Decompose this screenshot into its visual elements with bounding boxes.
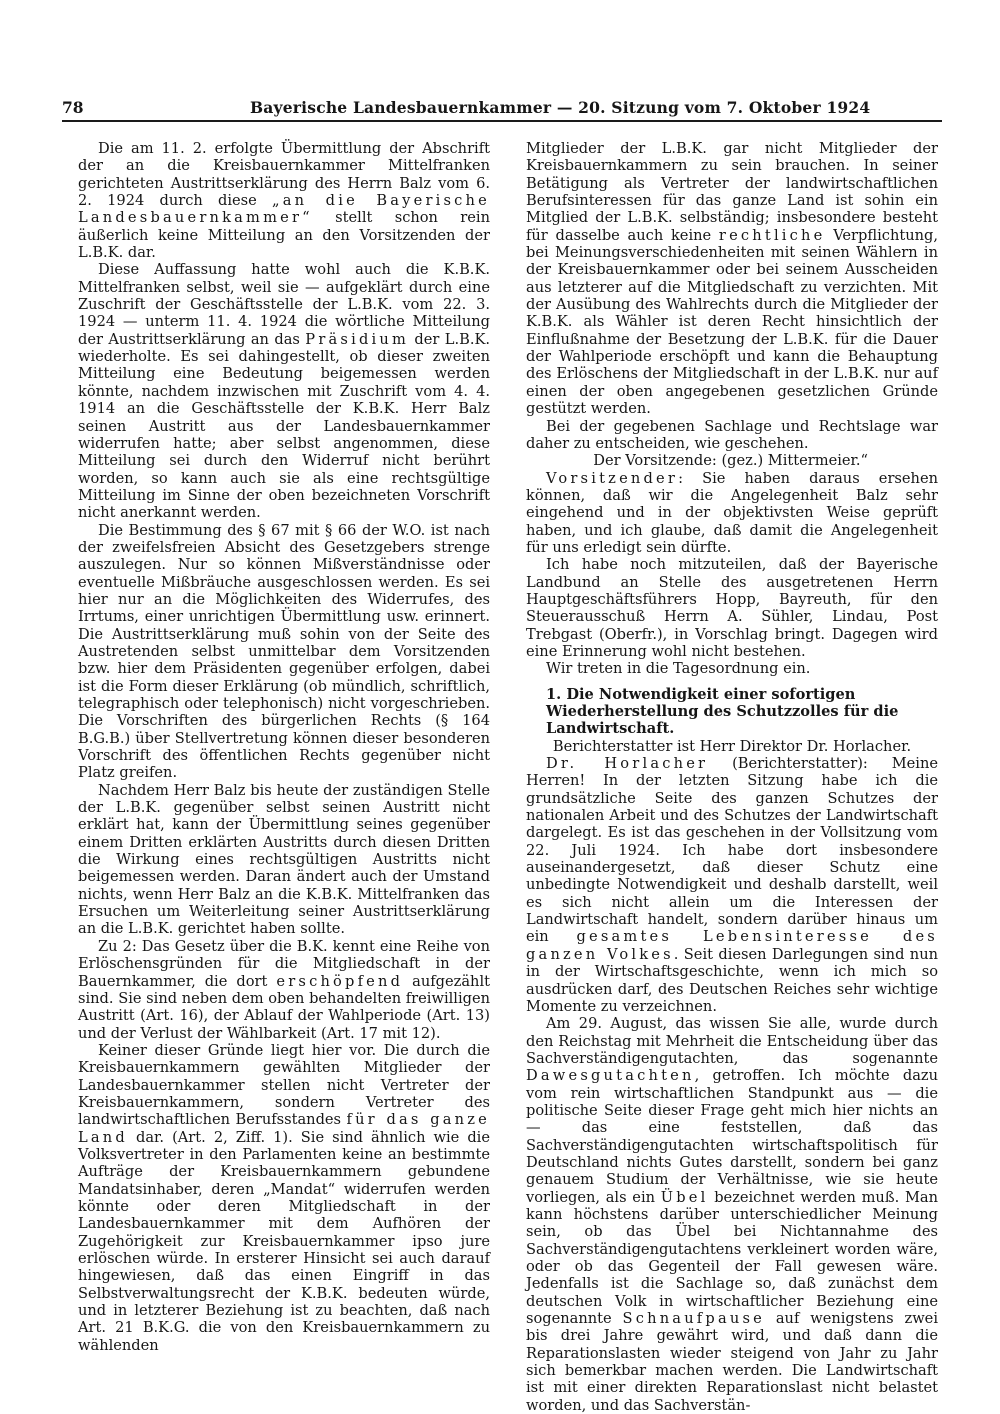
paragraph: Die am 11. 2. erfolgte Übermittlung der Abschrift der an die Kreisbauernkammer Mittelfranken gerichteten Austrittserklärung des Herrn Balz vom 6. 2. 1924 durch diese „an die Bayerische Landesbauernkammer“ stellt schon rein äußerlich keine Mitteilung an den Vorsitzenden der L.B.K. dar.	[78, 140, 490, 262]
paragraph: Bei der gegebenen Sachlage und Rechtslage war daher zu entscheiden, wie geschehen.	[526, 417, 938, 452]
running-title: Bayerische Landesbauernkammer — 20. Sitzung vom 7. Oktober 1924	[250, 98, 871, 117]
emphasis: Dawesgutachten	[526, 1067, 695, 1085]
rapporteur-line: Berichterstatter ist Herr Direktor Dr. Horlacher.	[552, 737, 912, 755]
right-column	[526, 140, 938, 1414]
page-header	[62, 96, 942, 122]
emphasis: rechtliche	[718, 226, 826, 244]
paragraph: Die Bestimmung des § 67 mit § 66 der W.O. ist nach der zweifelsfreien Absicht des Gesetzgebers strenge auszulegen. Nur so können Mißverständnisse oder eventuelle Mißbräuche ausgeschlossen werden. Es sei hier nur an die Möglichkeiten des Widerrufes, des Irrtums, einer unrichtigen Übermittlung usw. erinnert. Die Austrittserklärung muß sohin von der Seite des Austretenden selbst unmittelbar dem Vorsitzenden bzw. hier dem Präsidenten gegenüber erfolgen, dabei ist die Form dieser Erklärung (ob mündlich, schriftlich, telegraphisch oder telephonisch) nicht vorgeschrieben. Die Vorschriften des bürgerlichen Rechts (§ 164 B.G.B.) über Stellvertretung können dieser besonderen Vorschrift des öffentlichen Rechts gegenüber nicht Platz greifen.	[78, 521, 490, 782]
emphasis: gesamtes Lebensinteresse des ganzen Volkes	[526, 928, 938, 963]
paragraph: Keiner dieser Gründe liegt hier vor. Die durch die Kreisbauernkammern gewählten Mitglieder der Landesbauernkammer stellen nicht Vertreter der Kreisbauernkammern, sondern Vertreter des landwirtschaftlichen Berufsstandes für das ganze Land dar. (Art. 2, Ziff. 1). Sie sind ähnlich wie die Volksvertreter in den Parlamenten keine an bestimmte Aufträge der Kreisbauernkammern gebundene Mandatsinhaber, deren „Mandat“ widerrufen werden könnte oder deren Mitgliedschaft in der Landesbauernkammer mit dem Aufhören der Zugehörigkeit zur Kreisbauernkammer ipso jure erlöschen würde. In ersterer Hinsicht sei auch darauf hingewiesen, daß das einen Eingriff in das Selbstverwaltungsrecht der K.B.K. bedeuten würde, und in letzterer Beziehung ist zu beachten, daß nach Art. 21 B.K.G. die von den Kreisbauernkammern zu wählenden	[78, 1041, 490, 1354]
emphasis: erschöpfend	[276, 972, 404, 990]
left-column	[78, 140, 490, 1354]
paragraph: Mitglieder der L.B.K. gar nicht Mitglieder der Kreisbauernkammern zu sein brauchen. In seiner Betätigung als Vertreter der landwirtschaftlichen Berufsinteressen für das ganze Land ist sohin ein Mitglied der L.B.K. selbständig; insbesondere besteht für dasselbe auch keine rechtliche Verpflichtung, bei Meinungsverschiedenheiten mit seinen Wählern in der Kreisbauernkammer oder bei seinem Ausscheiden aus letzterer auf die Mitgliedschaft zu verzichten. Mit der Ausübung des Wahlrechts durch die Mitglieder der K.B.K. als Wähler ist deren Recht hinsichtlich der Einflußnahme der Besetzung der L.B.K. für die Dauer der Wahlperiode erschöpft und kann die Behauptung des Erlöschens der Mitgliedschaft in der L.B.K. nur auf einen der oben angegebenen gesetzlichen Gründe gestützt werden.	[526, 140, 938, 418]
speaker-name: Vorsitzender	[546, 469, 679, 487]
emphasis: Präsidium	[305, 330, 409, 348]
paragraph: Diese Auffassung hatte wohl auch die K.B.K. Mittelfranken selbst, weil sie — aufgeklärt durch eine Zuschrift der Geschäftsstelle der L.B.K. vom 22. 3. 1924 — unterm 11. 4. 1924 die wörtliche Mitteilung der Austrittserklärung an das Präsidium der L.B.K. wiederholte. Es sei dahingestellt, ob dieser zweiten Mitteilung eine Bedeutung beigemessen werden könnte, nachdem inzwischen mit Zuschrift vom 4. 4. 1914 an die Geschäftsstelle der K.B.K. Herr Balz seinen Austritt aus der Landesbauernkammer widerrufen hatte; aber selbst angenommen, diese Mitteilung sei durch den Widerruf nicht berührt worden, so kann auch sie als eine rechtsgültige Mitteilung im Sinne der oben bezeichneten Vorschrift nicht anerkannt werden.	[78, 261, 490, 522]
emphasis: für das ganze Land	[78, 1111, 490, 1146]
signature: Der Vorsitzende: (gez.) Mittermeier.“	[593, 452, 868, 470]
paragraph: Am 29. August, das wissen Sie alle, wurde durch den Reichstag mit Mehrheit die Entscheidung über das Sachverständigengutachten, das sogenannte Dawesgutachten, getroffen. Ich möchte dazu vom rein wirtschaftlichen Standpunkt aus — die politische Seite dieser Frage geht mich hier nichts an — das eine feststellen, daß das Sachverständigengutachten wirtschaftspolitisch für Deutschland nichts Gutes darstellt, sondern bei ganz genauem Studium der Verhältnisse, wie sie heute vorliegen, als ein Übel bezeichnet werden muß. Man kann höchstens darüber unterschiedlicher Meinung sein, ob das Übel bei Nichtannahme des Sachverständigengutachtens verkleinert worden wäre, oder ob das Gegenteil der Fall gewesen wäre. Jedenfalls ist die Sachlage so, daß zunächst dem deutschen Volk in wirtschaftlicher Beziehung eine sogenannte Schnaufpause auf wenigstens zwei bis drei Jahre gewährt wird, und daß dann die Reparationslasten wieder steigend von Jahr zu Jahr sich bemerkbar machen werden. Die Landwirtschaft ist mit einer direkten Reparationslast nicht belastet worden, und das Sachverstän-	[526, 1015, 938, 1414]
paragraph: Zu 2: Das Gesetz über die B.K. kennt eine Reihe von Erlöschensgründen für die Mitgliedschaft in der Bauernkammer, die dort erschöpfend aufgezählt sind. Sie sind neben dem oben behandelten freiwilligen Austritt (Art. 16), der Ablauf der Wahlperiode (Art. 13) und der Verlust der Wählbarkeit (Art. 17 mit 12).	[78, 937, 490, 1042]
paragraph: Ich habe noch mitzuteilen, daß der Bayerische Landbund an Stelle des ausgetretenen Herrn Hauptgeschäftsführers Hopp, Bayreuth, für den Steuerausschuß Herrn A. Sühler, Lindau, Post Trebgast (Oberfr.), in Vorschlag bringt. Dagegen wird eine Erinnerung wohl nicht bestehen.	[526, 556, 938, 660]
emphasis: Schnaufpause	[622, 1310, 765, 1328]
speaker-name: Dr. Horlacher	[546, 755, 709, 773]
emphasis: Übel	[660, 1188, 709, 1206]
paragraph: Dr. Horlacher (Berichterstatter): Meine Herren! In der letzten Sitzung habe ich die grundsätzliche Seite des ganzen Schutzes der nationalen Arbeit und des Schutzes der Landwirtschaft dargelegt. Es ist das geschehen in der Vollsitzung vom 22. Juli 1924. Ich habe dort insbesondere auseinandergesetzt, daß dieser Schutz eine unbedingte Notwendigkeit und deshalb darstellt, weil es sich nicht allein um die Interessen der Landwirtschaft handelt, sondern darüber hinaus um ein gesamtes Lebensinteresse des ganzen Volkes. Seit diesen Darlegungen sind nun in der Wirtschaftsgeschichte, wenn ich mich so ausdrücken darf, des Deutschen Reiches sehr wichtige Momente zu verzeichnen.	[526, 755, 938, 1015]
paragraph: Nachdem Herr Balz bis heute der zuständigen Stelle der L.B.K. gegenüber selbst seinen Austritt nicht erklärt hat, kann der Übermittlung seines gegenüber einem Dritten erklärten Austritts durch diesen Dritten die Wirkung eines rechtsgültigen Austritts nicht beigemessen werden. Daran ändert auch der Umstand nichts, wenn Herr Balz an die K.B.K. Mittelfranken das Ersuchen um Weiterleitung seiner Austrittserklärung an die L.B.K. gerichtet haben sollte.	[78, 781, 490, 938]
emphasis: „an die Bayerische Landesbauernkammer“	[78, 192, 490, 227]
page-number: 78	[62, 98, 84, 117]
agenda-item-heading: 1. Die Notwendigkeit einer sofortigen Wiederherstellung des Schutzzolles für die Landwirtschaft.	[546, 685, 899, 738]
paragraph: Wir treten in die Tagesordnung ein.	[546, 660, 811, 678]
paragraph: Vorsitzender: Sie haben daraus ersehen können, daß wir die Angelegenheit Balz sehr eingehend und in der objektivsten Weise geprüft haben, und ich glaube, daß damit die Angelegenheit für uns erledigt sein dürfte.	[526, 469, 938, 556]
